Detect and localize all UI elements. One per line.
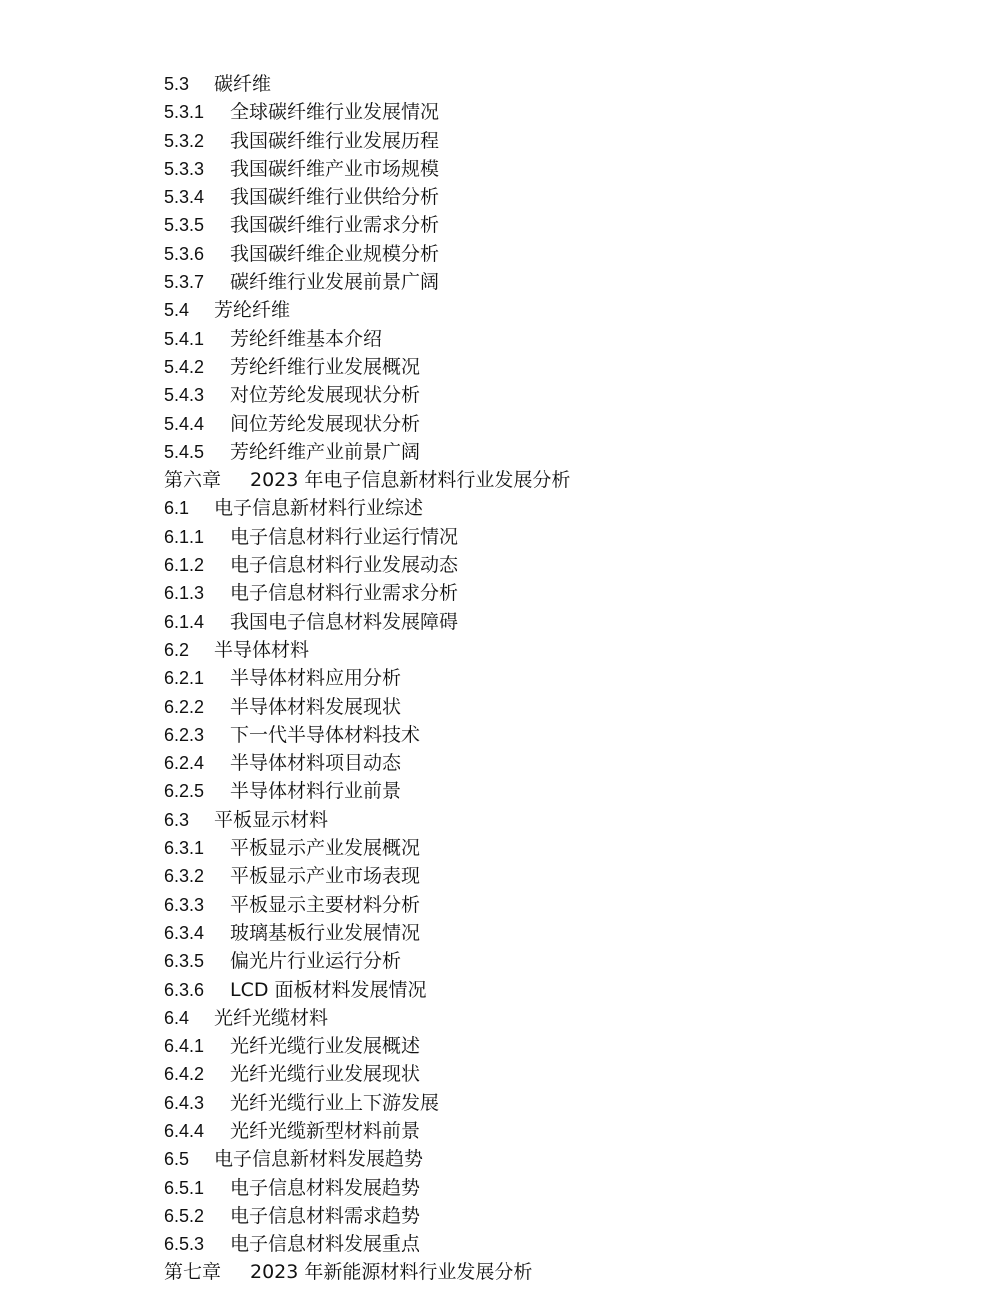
- toc-number: 6.4.3: [164, 1092, 205, 1113]
- toc-number: 6.3.1: [164, 838, 205, 859]
- toc-title: 光纤光缆行业上下游发展: [230, 1091, 440, 1114]
- section-heading: [164, 494, 944, 522]
- subsection-entry: [164, 155, 944, 183]
- toc-number: 5.4.5: [164, 441, 205, 462]
- toc-title: 芳纶纤维基本介绍: [230, 327, 383, 350]
- subsection-entry: [164, 1202, 944, 1230]
- subsection-entry: [164, 240, 944, 268]
- toc-number: 6.2.5: [164, 781, 205, 802]
- toc-title: 光纤光缆行业发展概述: [230, 1035, 421, 1058]
- toc-title: 半导体材料: [214, 638, 310, 661]
- subsection-entry: [164, 608, 944, 636]
- subsection-entry: [164, 381, 944, 409]
- subsection-entry: [164, 862, 944, 890]
- toc-title: 电子信息新材料发展趋势: [214, 1148, 424, 1171]
- toc-number: 6.2.4: [164, 753, 205, 774]
- toc-number: 5.4.2: [164, 356, 205, 377]
- toc-number: 6.2.2: [164, 696, 205, 717]
- toc-number: 6.5.3: [164, 1234, 205, 1255]
- toc-number: 6.4: [164, 1007, 190, 1028]
- subsection-entry: [164, 749, 944, 777]
- section-heading: [164, 296, 944, 324]
- toc-number: 6.1.2: [164, 555, 205, 576]
- subsection-entry: [164, 664, 944, 692]
- toc-title: 电子信息材料发展趋势: [230, 1176, 421, 1199]
- toc-title: 我国碳纤维产业市场规模: [230, 157, 440, 180]
- toc-title: 半导体材料应用分析: [230, 667, 402, 690]
- subsection-entry: [164, 834, 944, 862]
- toc-number: 6.3.2: [164, 866, 205, 887]
- subsection-entry: [164, 127, 944, 155]
- toc-title: 电子信息材料行业需求分析: [230, 582, 459, 605]
- toc-number: 5.4.3: [164, 385, 205, 406]
- toc-number: 5.3.4: [164, 187, 205, 208]
- toc-title: 碳纤维行业发展前景广阔: [230, 271, 440, 294]
- toc-title: 我国电子信息材料发展障碍: [230, 610, 459, 633]
- toc-title: 下一代半导体材料技术: [230, 723, 421, 746]
- toc-number: 5.4: [164, 300, 190, 321]
- toc-title: 我国碳纤维企业规模分析: [230, 242, 440, 265]
- subsection-entry: [164, 1174, 944, 1202]
- subsection-entry: [164, 693, 944, 721]
- subsection-entry: [164, 919, 944, 947]
- chapter-heading: [164, 466, 944, 494]
- toc-number: 6.5.2: [164, 1205, 205, 1226]
- toc-number: 6.4.4: [164, 1120, 205, 1141]
- toc-number: 6.1.4: [164, 611, 205, 632]
- toc-number: 6.4.2: [164, 1064, 205, 1085]
- section-heading: [164, 1004, 944, 1032]
- section-heading: [164, 70, 944, 98]
- toc-number: 6.2: [164, 639, 190, 660]
- toc-title: 芳纶纤维行业发展概况: [230, 355, 421, 378]
- toc-number: 5.3.7: [164, 272, 205, 293]
- toc-title: 半导体材料项目动态: [230, 752, 402, 775]
- toc-number: 6.2.3: [164, 724, 205, 745]
- subsection-entry: [164, 268, 944, 296]
- chapter-heading: [164, 1258, 944, 1286]
- toc-number: 5.3.6: [164, 243, 205, 264]
- section-heading: [164, 806, 944, 834]
- toc-number: 5.3.5: [164, 215, 205, 236]
- subsection-entry: [164, 211, 944, 239]
- toc-title: 芳纶纤维: [214, 299, 291, 322]
- subsection-entry: [164, 410, 944, 438]
- toc-number: 5.3.3: [164, 158, 205, 179]
- toc-title: 芳纶纤维产业前景广阔: [230, 440, 421, 463]
- subsection-entry: [164, 353, 944, 381]
- toc-number: 5.4.4: [164, 413, 205, 434]
- section-heading: [164, 1145, 944, 1173]
- toc-title: 间位芳纶发展现状分析: [230, 412, 421, 435]
- toc-title: 我国碳纤维行业供给分析: [230, 186, 440, 209]
- toc-number: 第六章: [164, 469, 222, 492]
- toc-title: 碳纤维: [214, 73, 272, 95]
- subsection-entry: [164, 98, 944, 126]
- toc-number: 6.4.1: [164, 1036, 205, 1057]
- subsection-entry: [164, 891, 944, 919]
- toc-number: 6.3.3: [164, 894, 205, 915]
- toc-number: 6.1: [164, 498, 190, 519]
- toc-number: 6.5.1: [164, 1177, 205, 1198]
- toc-title: 电子信息材料行业运行情况: [230, 525, 459, 548]
- subsection-entry: [164, 1060, 944, 1088]
- toc-title: 电子信息材料行业发展动态: [230, 554, 459, 577]
- toc-number: 6.3: [164, 809, 190, 830]
- subsection-entry: [164, 1117, 944, 1145]
- toc-title: 对位芳纶发展现状分析: [230, 384, 421, 407]
- subsection-entry: [164, 1230, 944, 1258]
- subsection-entry: [164, 721, 944, 749]
- toc-title: 电子信息材料发展重点: [230, 1233, 421, 1256]
- toc-title: LCD 面板材料发展情况: [230, 978, 427, 1001]
- toc-title: 电子信息新材料行业综述: [214, 497, 424, 520]
- toc-title: 平板显示主要材料分析: [230, 893, 421, 916]
- subsection-entry: [164, 523, 944, 551]
- subsection-entry: [164, 551, 944, 579]
- toc-title: 光纤光缆新型材料前景: [230, 1119, 421, 1142]
- toc-title: 玻璃基板行业发展情况: [230, 921, 421, 944]
- toc-title: 我国碳纤维行业需求分析: [230, 214, 440, 237]
- section-heading: [164, 636, 944, 664]
- toc-number: 6.3.6: [164, 979, 205, 1000]
- toc-title: 2023 年电子信息新材料行业发展分析: [250, 469, 571, 492]
- toc-number: 6.3.4: [164, 922, 205, 943]
- subsection-entry: [164, 1032, 944, 1060]
- subsection-entry: [164, 438, 944, 466]
- toc-title: 光纤光缆材料: [214, 1006, 329, 1029]
- toc-title: 全球碳纤维行业发展情况: [230, 101, 440, 124]
- toc-number: 5.3.2: [164, 130, 205, 151]
- toc-number: 6.5: [164, 1149, 190, 1170]
- toc-number: 6.2.1: [164, 668, 205, 689]
- toc-title: 平板显示材料: [214, 808, 329, 831]
- toc-title: 偏光片行业运行分析: [230, 950, 402, 973]
- toc-title: 电子信息材料需求趋势: [230, 1204, 421, 1227]
- toc-title: 我国碳纤维行业发展历程: [230, 129, 440, 152]
- toc-title: 光纤光缆行业发展现状: [230, 1063, 421, 1086]
- toc-number: 5.3.1: [164, 102, 205, 123]
- toc-title: 平板显示产业市场表现: [230, 865, 421, 888]
- subsection-entry: [164, 579, 944, 607]
- subsection-entry: [164, 777, 944, 805]
- toc-number: 6.1.3: [164, 583, 205, 604]
- toc-number: 5.4.1: [164, 328, 205, 349]
- toc-number: 6.3.5: [164, 951, 205, 972]
- toc-number: 5.3: [164, 74, 190, 94]
- subsection-entry: [164, 1089, 944, 1117]
- toc-number: 6.1.1: [164, 526, 205, 547]
- subsection-entry: [164, 325, 944, 353]
- subsection-entry: [164, 947, 944, 975]
- toc-title: 2023 年新能源材料行业发展分析: [250, 1261, 533, 1284]
- toc-number: 第七章: [164, 1261, 222, 1284]
- table-of-contents: [164, 70, 944, 1287]
- subsection-entry: [164, 976, 944, 1004]
- subsection-entry: [164, 183, 944, 211]
- toc-title: 半导体材料行业前景: [230, 780, 402, 803]
- toc-title: 平板显示产业发展概况: [230, 837, 421, 860]
- toc-title: 半导体材料发展现状: [230, 695, 402, 718]
